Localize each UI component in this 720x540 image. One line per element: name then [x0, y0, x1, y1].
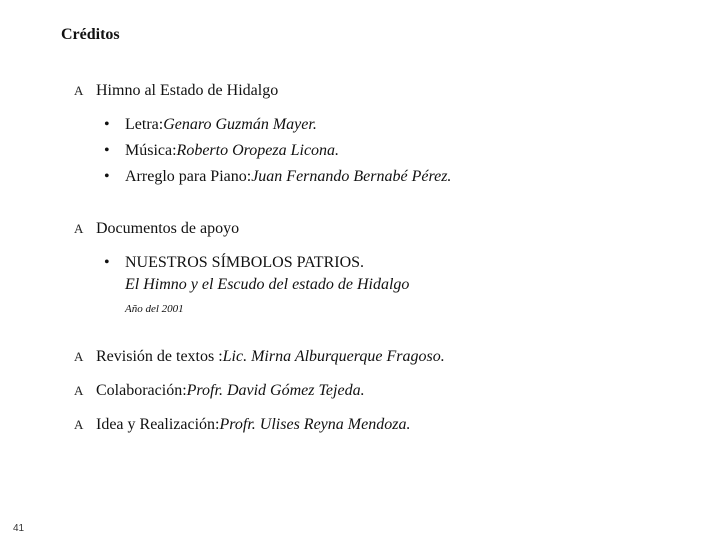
credit-idea — [74, 416, 410, 434]
bullet-icon: • — [104, 168, 110, 185]
credit-value: Roberto Oropeza Licona. — [176, 142, 340, 159]
list-item — [104, 254, 364, 272]
document-subtitle: El Himno y el Escudo del estado de Hidalgo — [125, 276, 410, 293]
bullet-icon: • — [104, 142, 110, 159]
credit-label: Idea y Realización: — [96, 416, 220, 433]
section-himno-heading: Himno al Estado de Hidalgo — [96, 82, 279, 99]
section-documentos — [74, 220, 239, 238]
list-item — [104, 142, 339, 160]
credit-colaboracion — [74, 382, 365, 400]
credit-value: Juan Fernando Bernabé Pérez. — [251, 168, 452, 185]
credit-value: Lic. Mirna Alburquerque Fragoso. — [222, 348, 445, 365]
credit-label: Revisión de textos : — [96, 348, 223, 365]
credit-label: Colaboración: — [96, 382, 187, 399]
list-item — [104, 168, 451, 186]
credit-value: Profr. David Gómez Tejeda. — [186, 382, 365, 399]
bullet-icon: • — [104, 116, 110, 133]
page-title: Créditos — [61, 26, 120, 43]
page-number: 41 — [13, 523, 25, 534]
credit-value: Genaro Guzmán Mayer. — [163, 116, 317, 133]
asl-a-icon: A — [74, 221, 84, 236]
credit-label: Letra: — [125, 116, 164, 133]
document-year: Año del 2001 — [125, 303, 184, 315]
credit-revision — [74, 348, 445, 366]
list-item — [104, 116, 317, 134]
asl-a-icon: A — [74, 83, 84, 98]
credit-value: Profr. Ulises Reyna Mendoza. — [219, 416, 411, 433]
section-himno — [74, 82, 278, 100]
asl-a-icon: A — [74, 383, 84, 398]
section-documentos-heading: Documentos de apoyo — [96, 220, 240, 237]
document-title: NUESTROS SÍMBOLOS PATRIOS. — [125, 254, 365, 271]
asl-a-icon: A — [74, 349, 84, 364]
credit-label: Arreglo para Piano: — [125, 168, 252, 185]
bullet-icon: • — [104, 254, 110, 271]
credit-label: Música: — [125, 142, 177, 159]
asl-a-icon: A — [74, 417, 84, 432]
